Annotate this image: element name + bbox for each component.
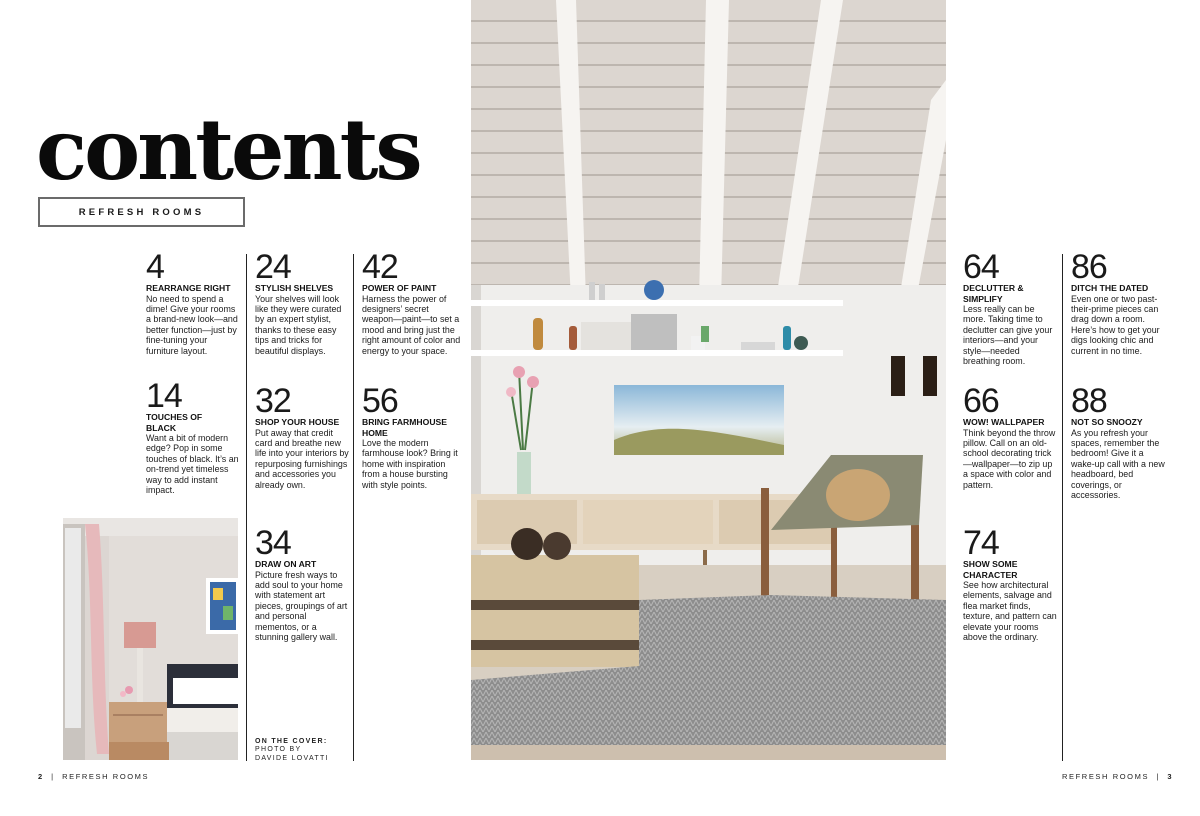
page-folio: 2 — [38, 772, 44, 781]
toc-entry[interactable] — [255, 382, 350, 490]
entry-heading: NOT SO SNOOZY — [1071, 417, 1143, 427]
toc-entry[interactable] — [146, 248, 242, 356]
entry-description: Even one or two past-their-prime pieces can drag down a room. Here’s how to get your digs looking chic and current in no time. — [1071, 293, 1160, 356]
entry-heading: SHOP YOUR HOUSE — [255, 417, 340, 427]
footer-section: REFRESH ROOMS — [62, 772, 150, 781]
footer-left — [38, 772, 149, 781]
toc-entry[interactable] — [362, 248, 462, 356]
entry-description: Picture fresh ways to add soul to your home with statement art pieces, groupings of art and personal mementos, or a stunning gallery wall. — [255, 569, 348, 642]
footer-divider: | — [47, 772, 59, 781]
footer-section: REFRESH ROOMS — [1062, 772, 1150, 781]
entry-heading: STYLISH SHELVES — [255, 283, 334, 293]
entry-heading: POWER OF PAINT — [362, 283, 437, 293]
page-number: 34 — [255, 524, 291, 562]
page-title: contents — [36, 100, 420, 199]
entry-heading: DITCH THE DATED — [1071, 283, 1149, 293]
entry-description: Your shelves will look like they were curated by an expert stylist, thanks to these easy tips and tricks for beautiful displays. — [255, 293, 342, 356]
page-number: 32 — [255, 382, 291, 420]
entry-heading: WOW! WALLPAPER — [963, 417, 1045, 427]
cover-credit-line: PHOTO BY — [255, 746, 302, 754]
entry-description: See how architectural elements, salvage and flea market finds, texture, and pattern can elevate your rooms above the ordinary. — [963, 580, 1057, 643]
entry-description: Think beyond the throw pillow. Call on an old-school decorating trick—wallpaper—to zip up a space with color and pattern. — [963, 427, 1056, 490]
footer-right — [1062, 772, 1173, 781]
entry-description: As you refresh your spaces, remember the bedroom! Give it a wake-up call with a new headboard, bed coverings, or accessories. — [1071, 427, 1165, 500]
toc-entry[interactable] — [1071, 248, 1165, 356]
entry-heading: REARRANGE RIGHT — [146, 283, 231, 293]
cover-credit-label: ON THE COVER: — [255, 738, 328, 745]
toc-entry[interactable] — [255, 524, 350, 642]
section-label: REFRESH ROOMS — [38, 197, 245, 227]
page-number: 66 — [963, 382, 999, 420]
entry-description: Harness the power of designers’ secret weapon—paint—to set a mood and bring just the right amount of color and energy to your space. — [362, 293, 461, 356]
toc-entry[interactable] — [1071, 382, 1165, 500]
entry-description: Less really can be more. Taking time to declutter can give your interiors—and your style—needed breathing room. — [963, 304, 1053, 367]
toc-entry[interactable] — [362, 382, 462, 490]
page-number: 64 — [963, 248, 999, 286]
cover-credit — [255, 738, 329, 763]
footer-divider: | — [1152, 772, 1164, 781]
entry-heading: SHOW SOME CHARACTER — [963, 559, 1018, 580]
page-number: 74 — [963, 524, 999, 562]
page-number: 4 — [146, 248, 164, 286]
toc-entry[interactable] — [963, 382, 1057, 490]
entry-heading: DRAW ON ART — [255, 559, 317, 569]
entry-heading: BRING FARMHOUSE HOME — [362, 417, 447, 438]
entry-description: Want a bit of modern edge? Pop in some touches of black. It’s an on-trend yet timeless way to add instant impact. — [146, 433, 239, 496]
bedroom-photo — [63, 518, 238, 760]
page-number: 42 — [362, 248, 398, 286]
column-divider — [246, 254, 247, 761]
toc-entry[interactable] — [146, 377, 242, 496]
cover-credit-name: DAVIDE LOVATTI — [255, 754, 329, 762]
column-divider — [1062, 254, 1063, 761]
toc-entry[interactable] — [963, 248, 1057, 367]
page-number: 88 — [1071, 382, 1107, 420]
entry-heading: DECLUTTER & SIMPLIFY — [963, 283, 1024, 304]
page-number: 86 — [1071, 248, 1107, 286]
living-room-photo — [471, 0, 946, 760]
toc-entry[interactable] — [255, 248, 350, 356]
entry-description: Love the modern farmhouse look? Bring it home with inspiration from a house bursting with style points. — [362, 438, 458, 490]
column-divider — [353, 254, 354, 761]
entry-description: No need to spend a dime! Give your rooms a brand-new look—and better function—just by fine-tuning your furniture layout. — [146, 293, 238, 356]
page-number: 24 — [255, 248, 291, 286]
entry-heading: TOUCHES OF BLACK — [146, 412, 203, 433]
page-folio: 3 — [1167, 772, 1174, 781]
toc-entry[interactable] — [963, 524, 1057, 643]
page-number: 14 — [146, 377, 182, 415]
entry-description: Put away that credit card and breathe new life into your interiors by repurposing furnishings and accessories you already own. — [255, 427, 349, 490]
page-number: 56 — [362, 382, 398, 420]
